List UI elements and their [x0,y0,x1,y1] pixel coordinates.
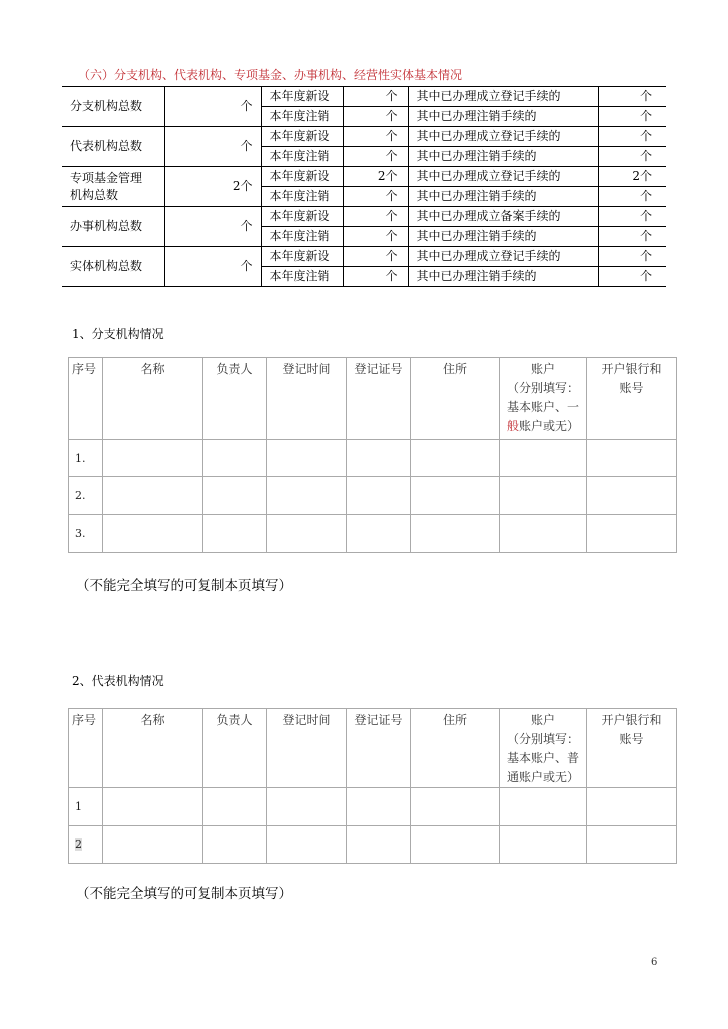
table-row [69,440,677,477]
action-label: 本年度新设 [261,247,343,267]
cell [103,826,203,864]
sub-label: 其中已办理成立登记手续的 [408,87,598,107]
cell [587,826,677,864]
sub-count: 个 [598,107,666,127]
cell [203,440,267,477]
branch-section-heading: 1、分支机构情况 [72,327,164,341]
sub-count: 个 [598,147,666,167]
rep-detail-table [68,708,677,864]
col-no: 序号 [69,709,103,788]
sub-label: 其中已办理注销手续的 [408,147,598,167]
col-bank [587,358,677,440]
branch-copy-note: （不能完全填写的可复制本页填写） [76,578,292,594]
col-addr: 住所 [411,709,500,788]
table-row [69,826,677,864]
account-line: 账户或无） [519,419,580,433]
entity-total-count: 个 [164,247,261,287]
cell [347,515,411,553]
cell [347,788,411,826]
action-label: 本年度注销 [261,107,343,127]
sub-count: 个 [598,267,666,287]
cell [587,515,677,553]
cell [347,826,411,864]
office-total-label: 办事机构总数 [62,207,164,247]
rep-copy-note: （不能完全填写的可复制本页填写） [76,886,292,902]
fund-total-count: 2个 [164,167,261,207]
cell [267,515,347,553]
account-line: 账户 [530,713,555,727]
cell [103,788,203,826]
office-total-count: 个 [164,207,261,247]
section-title: （六）分支机构、代表机构、专项基金、办事机构、经营性实体基本情况 [78,68,463,82]
sub-label: 其中已办理成立登记手续的 [408,247,598,267]
bank-line: 账号 [619,381,644,395]
rep-section-heading: 2、代表机构情况 [72,674,164,688]
table-row [69,788,677,826]
action-label: 本年度注销 [261,147,343,167]
table-row [69,477,677,515]
summary-row [62,247,666,267]
cell [587,440,677,477]
row-number: 1 [69,788,103,826]
fund-total-label [62,167,164,207]
action-count: 个 [343,207,408,227]
bank-line: 开户银行和 [601,362,662,376]
sub-count: 个 [598,187,666,207]
summary-row [62,127,666,147]
action-count: 2个 [343,167,408,187]
action-label: 本年度新设 [261,207,343,227]
cell [411,440,500,477]
fund-label-line1: 专项基金管理 [70,170,143,185]
cell [347,440,411,477]
sub-count: 个 [598,87,666,107]
rep-total-count: 个 [164,127,261,167]
sub-count: 个 [598,207,666,227]
cell [500,515,587,553]
cell [103,477,203,515]
cell [500,788,587,826]
col-cert: 登记证号 [347,709,411,788]
sub-label: 其中已办理成立登记手续的 [408,167,598,187]
account-line: 通账户或无） [506,770,579,784]
summary-row [62,87,666,107]
cell [103,440,203,477]
col-date: 登记时间 [267,709,347,788]
action-count: 个 [343,87,408,107]
cell [500,826,587,864]
col-leader: 负责人 [203,709,267,788]
cell [500,477,587,515]
cell [203,788,267,826]
col-name: 名称 [103,358,203,440]
branch-total-count: 个 [164,87,261,127]
row-number [69,826,103,864]
col-account [500,358,587,440]
summary-row [62,207,666,227]
account-line: 账户 [530,362,555,376]
branch-detail-table [68,357,677,553]
account-line: （分别填写： [506,732,579,746]
row-number: 2. [69,477,103,515]
row-number-highlight: 2 [75,838,82,851]
sub-label: 其中已办理注销手续的 [408,107,598,127]
cell [500,440,587,477]
cell [203,515,267,553]
cell [267,440,347,477]
cell [587,788,677,826]
col-addr: 住所 [411,358,500,440]
action-count: 个 [343,147,408,167]
cell [267,477,347,515]
bank-line: 账号 [619,732,644,746]
page-number: 6 [651,957,658,968]
sub-label: 其中已办理注销手续的 [408,187,598,207]
account-line: 基本账户、普 [506,751,579,765]
col-account [500,709,587,788]
account-line: （分别填写： [506,381,579,395]
action-label: 本年度注销 [261,267,343,287]
sub-count: 个 [598,247,666,267]
cell [347,477,411,515]
rep-total-label: 代表机构总数 [62,127,164,167]
row-number: 1. [69,440,103,477]
action-label: 本年度注销 [261,187,343,207]
sub-count: 个 [598,227,666,247]
row-number: 3. [69,515,103,553]
col-date: 登记时间 [267,358,347,440]
cell [411,826,500,864]
table-header-row [69,358,677,440]
col-cert: 登记证号 [347,358,411,440]
action-count: 个 [343,187,408,207]
fund-label-line2: 机构总数 [70,187,119,202]
account-line: 基本账户、一 [506,400,579,414]
cell [587,477,677,515]
action-label: 本年度新设 [261,87,343,107]
cell [411,788,500,826]
action-count: 个 [343,267,408,287]
cell [203,826,267,864]
action-count: 个 [343,227,408,247]
sub-label: 其中已办理成立登记手续的 [408,127,598,147]
action-count: 个 [343,247,408,267]
action-count: 个 [343,107,408,127]
sub-label: 其中已办理注销手续的 [408,227,598,247]
branch-total-label: 分支机构总数 [62,87,164,127]
summary-table [62,86,666,287]
cell [267,826,347,864]
col-no: 序号 [69,358,103,440]
table-header-row [69,709,677,788]
cell [203,477,267,515]
account-line-highlight: 般 [506,419,519,433]
cell [411,515,500,553]
col-leader: 负责人 [203,358,267,440]
table-row [69,515,677,553]
action-label: 本年度新设 [261,167,343,187]
entity-total-label: 实体机构总数 [62,247,164,287]
cell [267,788,347,826]
sub-label: 其中已办理注销手续的 [408,267,598,287]
sub-count: 个 [598,127,666,147]
bank-line: 开户银行和 [601,713,662,727]
sub-count: 2个 [598,167,666,187]
action-label: 本年度注销 [261,227,343,247]
cell [411,477,500,515]
col-bank [587,709,677,788]
col-name: 名称 [103,709,203,788]
sub-label: 其中已办理成立备案手续的 [408,207,598,227]
action-label: 本年度新设 [261,127,343,147]
action-count: 个 [343,127,408,147]
cell [103,515,203,553]
summary-row [62,167,666,187]
